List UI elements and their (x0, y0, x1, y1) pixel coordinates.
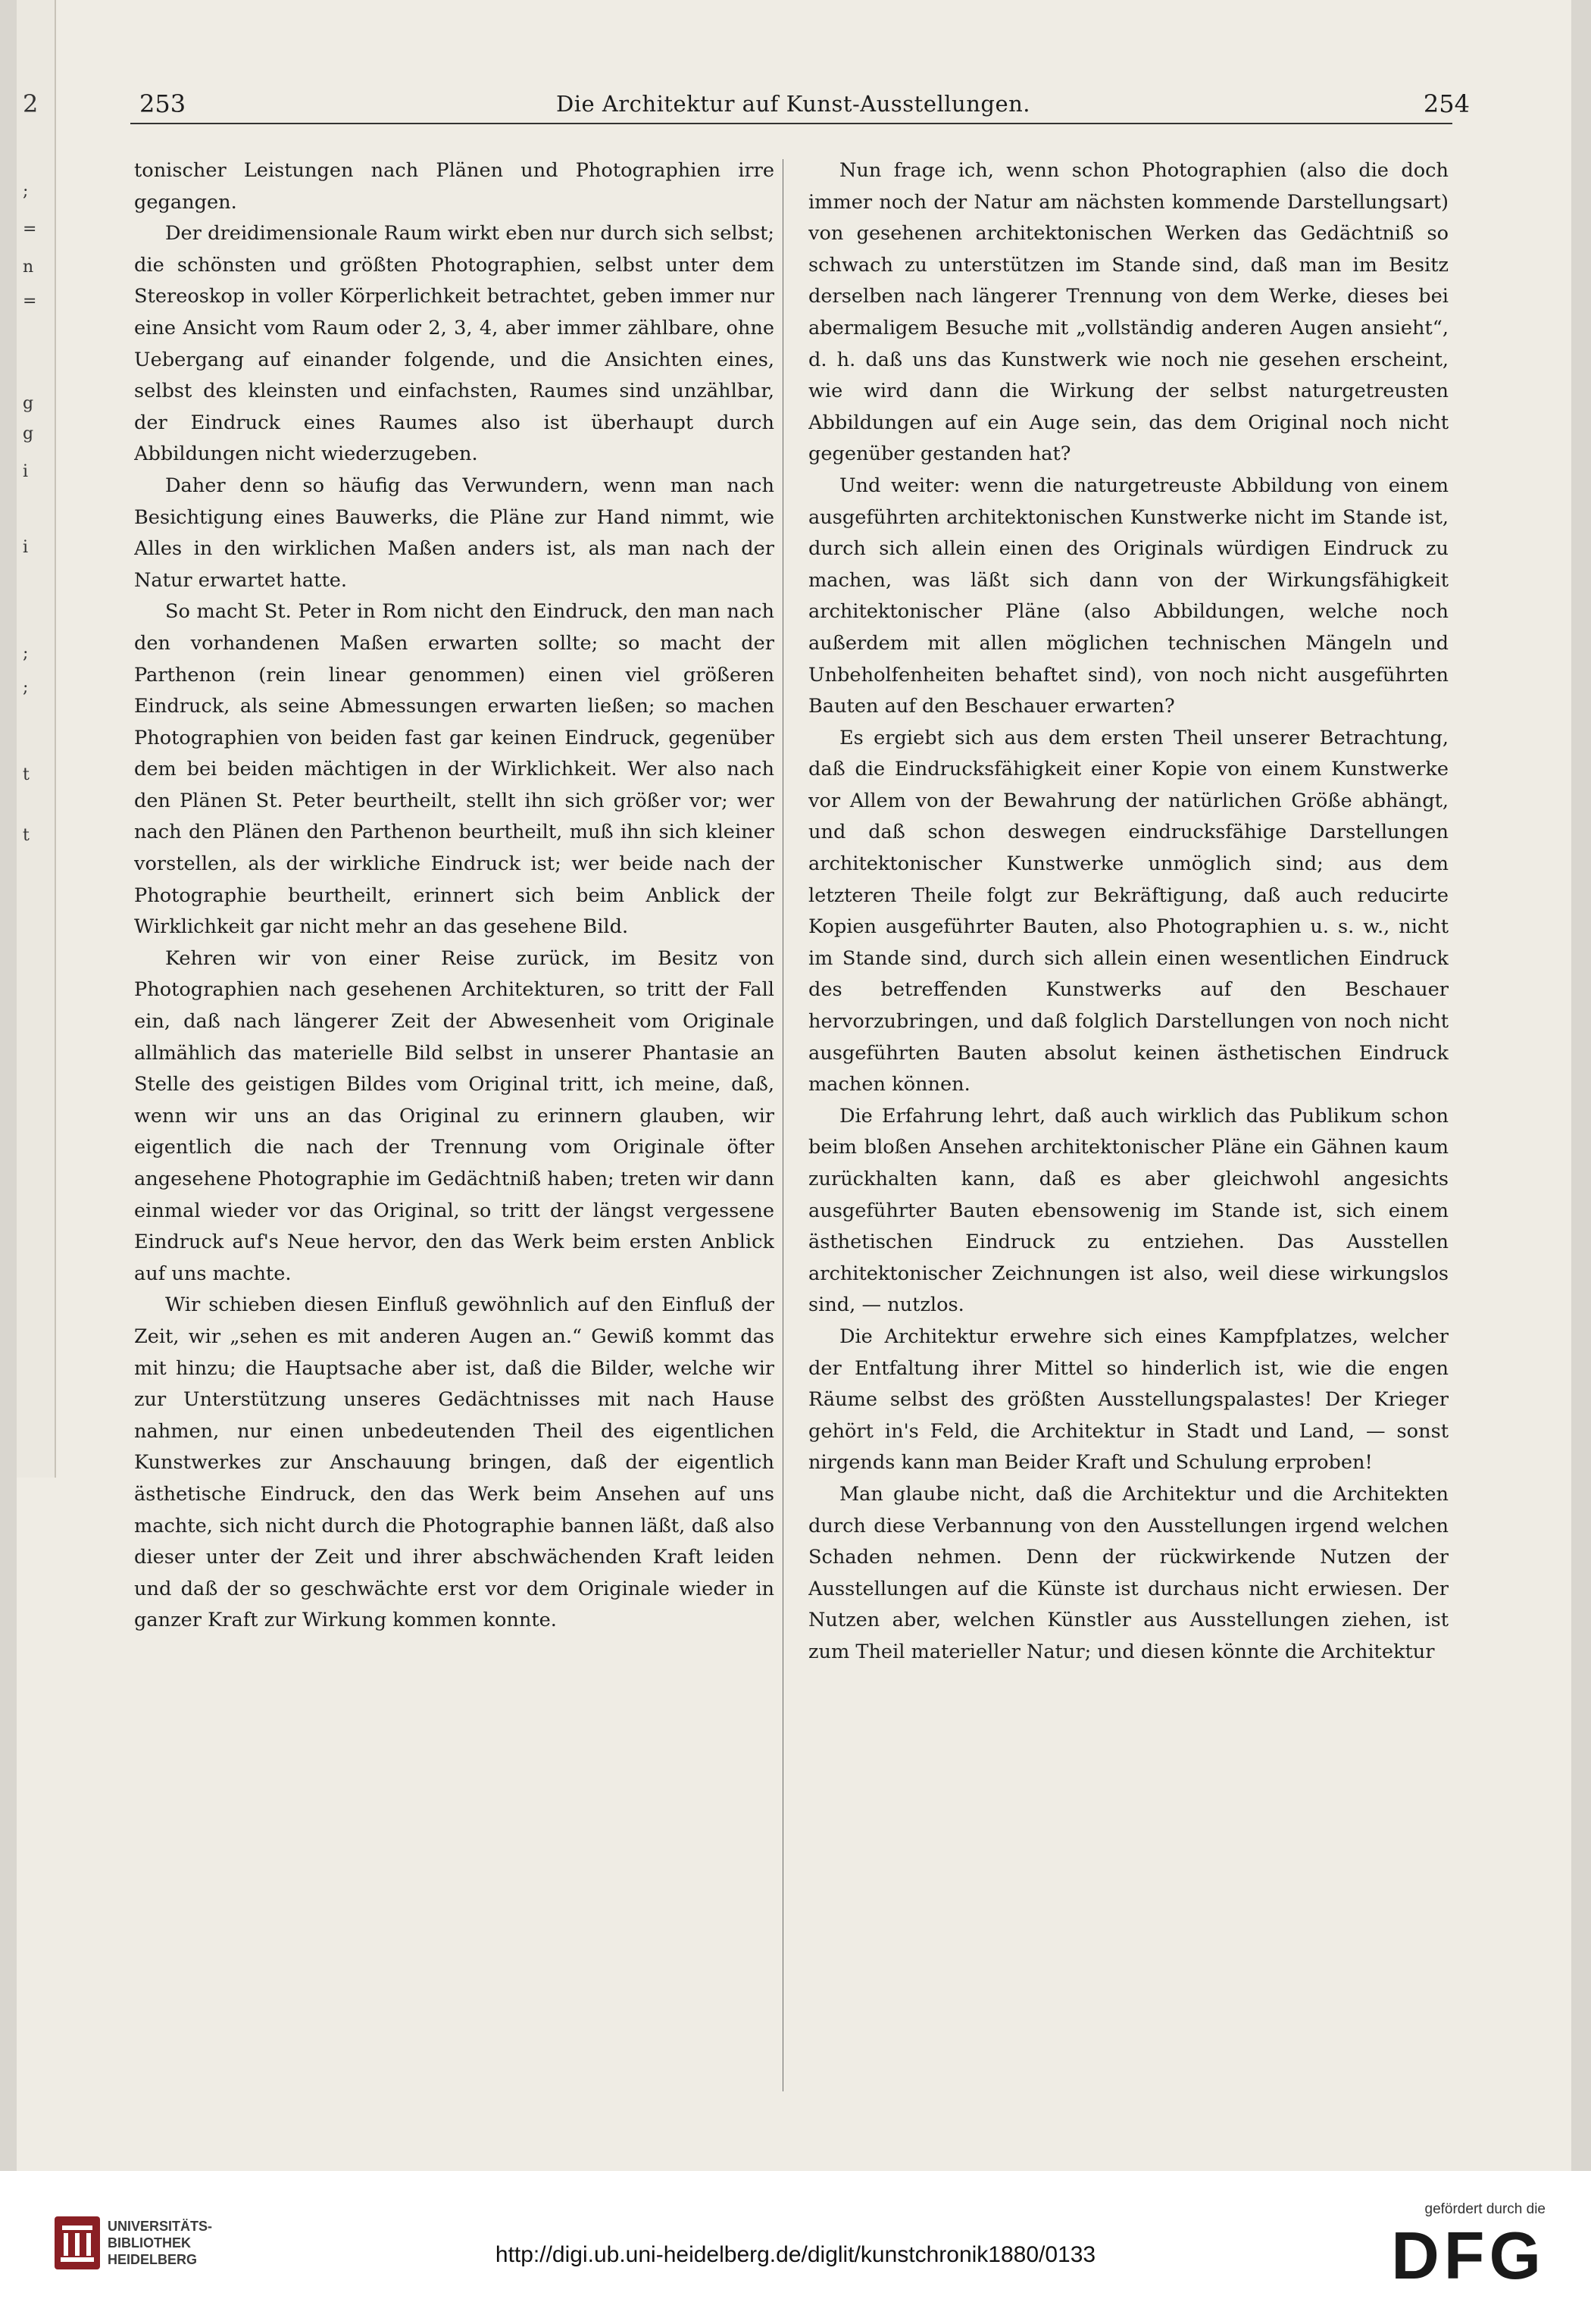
paragraph: Und weiter: wenn die naturgetreuste Abbildung von einem ausgeführten architektonischen Kunstwerke nicht im Stande ist, durch sich allein einen des Originals würdigen Eindruck zu machen, was läßt sich dann von der Wirkungsfähigkeit architektonischer Pläne (also Abbildungen, welche noch außerdem mit allen möglichen technischen Mängeln und Unbeholfenheiten behaftet sind), von noch nicht ausgeführten Bauten auf den Beschauer erwarten? (808, 474, 1449, 718)
dfg-logo-icon: DFG (1391, 2218, 1546, 2293)
paragraph: Man glaube nicht, daß die Architektur und die Architekten durch diese Verbannung von den Ausstellungen irgend welchen Schaden nehmen. Denn der rückwirkende Nutzen der Ausstellungen auf die Künste ist durchaus nicht erwiesen. Der Nutzen aber, welchen Künstler aus Ausstellungen ziehen, ist zum Theil materieller Natur; und diesen könnte die Architektur (808, 1482, 1449, 1663)
margin-mark: i (23, 462, 29, 481)
paragraph: So macht St. Peter in Rom nicht den Eindruck, den man nach den vorhandenen Maßen erwarten sollte; so macht der Parthenon (rein linear genommen) einen viel größeren Eindruck, als seine Abmessungen erwarten ließen; so machen Photographien von beiden fast gar keinen Eindruck, gegenüber dem bei beiden mächtigen in der Wirklichkeit. Wer also nach den Plänen St. Peter beurtheilt, stellt ihn sich größer vor; wer nach den Plänen den Parthenon beurtheilt, muß ihn sich kleiner vorstellen, als der wirkliche Eindruck ist; wer beide nach der Photographie beurtheilt, erinnert sich beim Anblick der Wirklichkeit gar nicht mehr an das gesehene Bild. (134, 600, 774, 939)
paragraph: Daher denn so häufig das Verwundern, wenn man nach Besichtigung eines Bauwerks, die Pläne zur Hand nimmt, wie Alles in den wirklichen Maßen anders ist, als man nach der Natur erwartet hatte. (134, 474, 774, 592)
page-number-left: 253 (139, 89, 186, 118)
library-name-line: UNIVERSITÄTS- (108, 2219, 213, 2234)
paragraph: Nun frage ich, wenn schon Photographien (also die doch immer noch der Natur am nächsten kommende Darstellungsart) von gesehenen architektonischen Werken das Gedächtniß so schwach zu unterstützen im Stande sind, daß man im Besitz derselben nach längerer Trennung von dem Werke, dieses bei abermaligem Besuche mit „vollständig anderen Augen ansieht“, d. h. daß uns das Kunstwerk wie noch nie gesehen erscheint, wie wird dann die Wirkung der selbst naturgetreusten Abbildungen auf ein Auge sein, das dem Original noch nicht gegenüber gestanden hat? (808, 159, 1449, 466)
margin-mark: t (23, 765, 30, 784)
library-name-line: BIBLIOTHEK (108, 2235, 191, 2250)
permalink-url[interactable]: http://digi.ub.uni-heidelberg.de/diglit/kunstchronik1880/0133 (495, 2242, 1096, 2267)
previous-page-number: 2 (23, 89, 39, 118)
margin-mark: i (23, 538, 29, 557)
right-column (808, 155, 1449, 2148)
paragraph: tonischer Leistungen nach Plänen und Photographien irre gegangen. (134, 159, 774, 214)
paragraph: Es ergiebt sich aus dem ersten Theil unserer Betrachtung, daß die Eindrucksfähigkeit einer Kopie von einem Kunstwerke vor Allem von der Bewahrung der natürlichen Größe abhängt, und daß schon deswegen eindrucksfähige Darstellungen architektonischer Kunstwerke unmöglich sind; aus dem letzteren Theile folgt zur Bekräftigung, daß auch reducirte Kopien ausgeführter Bauten, also Photographien u. s. w., nicht im Stande sind, durch sich allein einen wesentlichen Eindruck des betreffenden Kunstwerks auf den Beschauer hervorzubringen, und daß folglich Darstellungen von noch nicht ausgeführten Bauten absolut keinen ästhetischen Eindruck machen können. (808, 726, 1449, 1096)
funder-logo[interactable] (1379, 2201, 1546, 2300)
paragraph: Wir schieben diesen Einfluß gewöhnlich auf den Einfluß der Zeit, wir „sehen es mit anderen Augen an.“ Gewiß kommt das mit hinzu; die Hauptsache aber ist, daß die Bilder, welche wir zur Unterstützung unseres Gedächtnisses mit nach Hause nahmen, nur einen unbedeutenden Theil des eigentlichen Kunstwerkes zur Anschauung bringen, daß der eigentlich ästhetische Eindruck, den das Werk beim Ansehen auf uns machte, sich nicht durch die Photographie bannen läßt, daß also dieser unter der Zeit und ihrer abschwächenden Kraft leiden und daß der so geschwächte erst vor dem Originale wieder in ganzer Kraft zur Wirkung kommen konnte. (134, 1293, 774, 1632)
page-number-right: 254 (1423, 89, 1470, 118)
margin-mark: n (23, 258, 34, 277)
margin-mark: g (23, 394, 34, 413)
paragraph: Kehren wir von einer Reise zurück, im Besitz von Photographien nach gesehenen Architekturen, so tritt der Fall ein, daß nach längerer Zeit der Abwesenheit vom Originale allmählich das materielle Bild selbst in unserer Phantasie an Stelle des geistigen Bildes vom Original tritt, ich meine, daß, wenn wir uns an das Original zu erinnern glauben, wir eigentlich die nach der Trennung vom Originale öfter angesehene Photographie im Gedächtniß haben; treten wir dann einmal wieder vor das Original, so tritt der längst vergessene Eindruck auf's Neue hervor, den das Werk beim ersten Anblick auf uns machte. (134, 946, 774, 1285)
running-header (130, 85, 1470, 123)
viewer-footer (0, 2171, 1591, 2324)
margin-mark: ; (23, 678, 29, 697)
paragraph: Die Erfahrung lehrt, daß auch wirklich das Publikum schon beim bloßen Ansehen architektonischer Pläne ein Gähnen kaum zurückhalten kann, daß es aber gleichwohl angesichts ausgeführter Bauten ebensowenig im Stande ist, sich einem ästhetischen Eindruck zu entziehen. Das Ausstellen architektonischer Zeichnungen ist also, weil diese wirkungslos sind, — nutzlos. (808, 1104, 1449, 1317)
funder-note: gefördert durch die (1424, 2201, 1546, 2217)
running-title: Die Architektur auf Kunst-Ausstellungen. (555, 91, 1031, 117)
paragraph: Der dreidimensionale Raum wirkt eben nur durch sich selbst; die schönsten und größten Photographien, selbst unter dem Stereoskop in voller Körperlichkeit betrachtet, geben immer nur eine Ansicht vom Raum oder 2, 3, 4, aber immer zählbare, ohne Uebergang auf einander folgende, und die Ansichten eines, selbst des kleinsten und einfachsten, Raumes sind unzählbar, der Eindruck eines Raumes also ist überhaupt durch Abbildungen nicht wiederzugeben. (134, 222, 774, 466)
left-column (134, 155, 774, 2148)
margin-mark: = (23, 220, 37, 239)
margin-mark: ; (23, 182, 29, 201)
library-name-line: HEIDELBERG (108, 2252, 198, 2267)
paragraph: Die Architektur erwehre sich eines Kampfplatzes, welcher der Entfaltung ihrer Mittel so hinderlich ist, wie die engen Räume selbst des größten Ausstellungspalastes! Der Krieger gehört in's Feld, die Architektur in Stadt und Land, — sonst nirgends kann man Beider Kraft und Schulung erproben! (808, 1325, 1449, 1475)
margin-mark: g (23, 424, 34, 443)
margin-mark: = (23, 292, 37, 311)
header-rule (130, 123, 1452, 124)
margin-mark: ; (23, 644, 29, 663)
margin-mark: t (23, 826, 30, 845)
previous-page-edge (17, 0, 56, 1478)
scanned-page (17, 0, 1571, 2171)
